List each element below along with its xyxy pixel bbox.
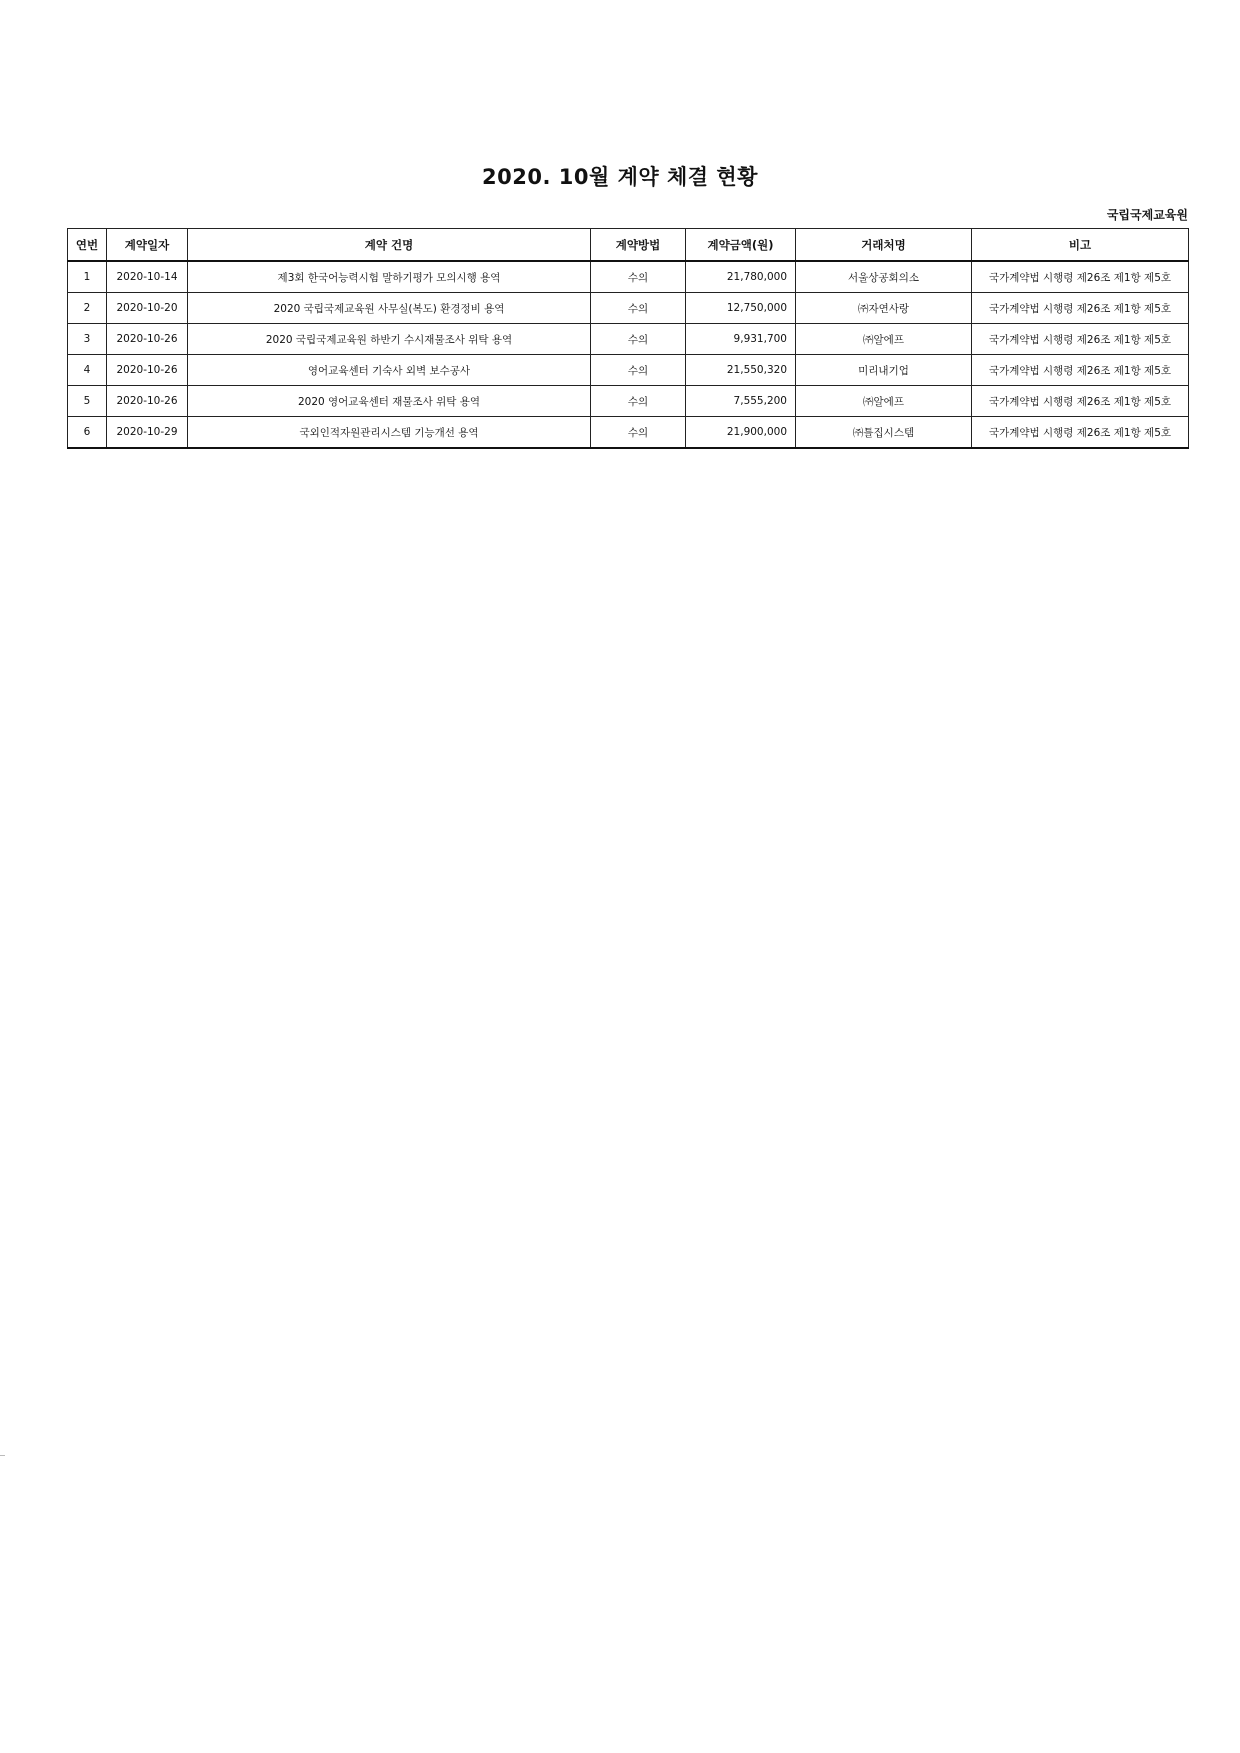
cell-date: 2020-10-26 [107,386,188,417]
cell-vendor: ㈜자연사랑 [796,293,972,324]
cell-method: 수의 [591,355,686,386]
cell-no: 1 [68,261,107,293]
cell-no: 2 [68,293,107,324]
header-contract-name: 계약 건명 [188,229,591,262]
header-amount: 계약금액(원) [686,229,796,262]
cell-date: 2020-10-14 [107,261,188,293]
cell-amount: 21,550,320 [686,355,796,386]
cell-date: 2020-10-20 [107,293,188,324]
cell-no: 6 [68,417,107,449]
cell-no: 3 [68,324,107,355]
cell-vendor: 미리내기업 [796,355,972,386]
cell-method: 수의 [591,324,686,355]
cell-vendor: 서울상공회의소 [796,261,972,293]
table-header-row [68,229,1189,262]
cell-date: 2020-10-26 [107,355,188,386]
table-row [68,261,1189,293]
cell-remarks: 국가계약법 시행령 제26조 제1항 제5호 [972,261,1189,293]
cell-contract-name: 2020 국립국제교육원 하반기 수시재물조사 위탁 용역 [188,324,591,355]
cell-remarks: 국가계약법 시행령 제26조 제1항 제5호 [972,417,1189,449]
cell-vendor: ㈜틀집시스템 [796,417,972,449]
table-row [68,386,1189,417]
cell-method: 수의 [591,417,686,449]
header-method: 계약방법 [591,229,686,262]
cell-contract-name: 2020 영어교육센터 재물조사 위탁 용역 [188,386,591,417]
cell-remarks: 국가계약법 시행령 제26조 제1항 제5호 [972,324,1189,355]
cell-vendor: ㈜알에프 [796,386,972,417]
cell-method: 수의 [591,261,686,293]
header-date: 계약일자 [107,229,188,262]
cell-remarks: 국가계약법 시행령 제26조 제1항 제5호 [972,355,1189,386]
organization-name: 국립국제교육원 [1106,208,1188,222]
cell-amount: 21,780,000 [686,261,796,293]
cell-amount: 21,900,000 [686,417,796,449]
cell-contract-name: 2020 국립국제교육원 사무실(복도) 환경정비 용역 [188,293,591,324]
contract-table [67,228,1189,449]
cell-amount: 12,750,000 [686,293,796,324]
cell-contract-name: 국외인적자원관리시스템 기능개선 용역 [188,417,591,449]
cell-no: 5 [68,386,107,417]
cell-date: 2020-10-26 [107,324,188,355]
cell-date: 2020-10-29 [107,417,188,449]
cell-amount: 9,931,700 [686,324,796,355]
table-row [68,293,1189,324]
header-no: 연번 [68,229,107,262]
cell-method: 수의 [591,293,686,324]
table-row [68,417,1189,449]
table-row [68,324,1189,355]
cell-remarks: 국가계약법 시행령 제26조 제1항 제5호 [972,293,1189,324]
header-remarks: 비고 [972,229,1189,262]
cell-method: 수의 [591,386,686,417]
cell-no: 4 [68,355,107,386]
scan-artifact [0,1455,5,1456]
page-title: 2020. 10월 계약 체결 현황 [482,165,758,189]
cell-contract-name: 영어교육센터 기숙사 외벽 보수공사 [188,355,591,386]
cell-vendor: ㈜알에프 [796,324,972,355]
cell-contract-name: 제3회 한국어능력시험 말하기평가 모의시행 용역 [188,261,591,293]
cell-remarks: 국가계약법 시행령 제26조 제1항 제5호 [972,386,1189,417]
cell-amount: 7,555,200 [686,386,796,417]
table-row [68,355,1189,386]
header-vendor: 거래처명 [796,229,972,262]
